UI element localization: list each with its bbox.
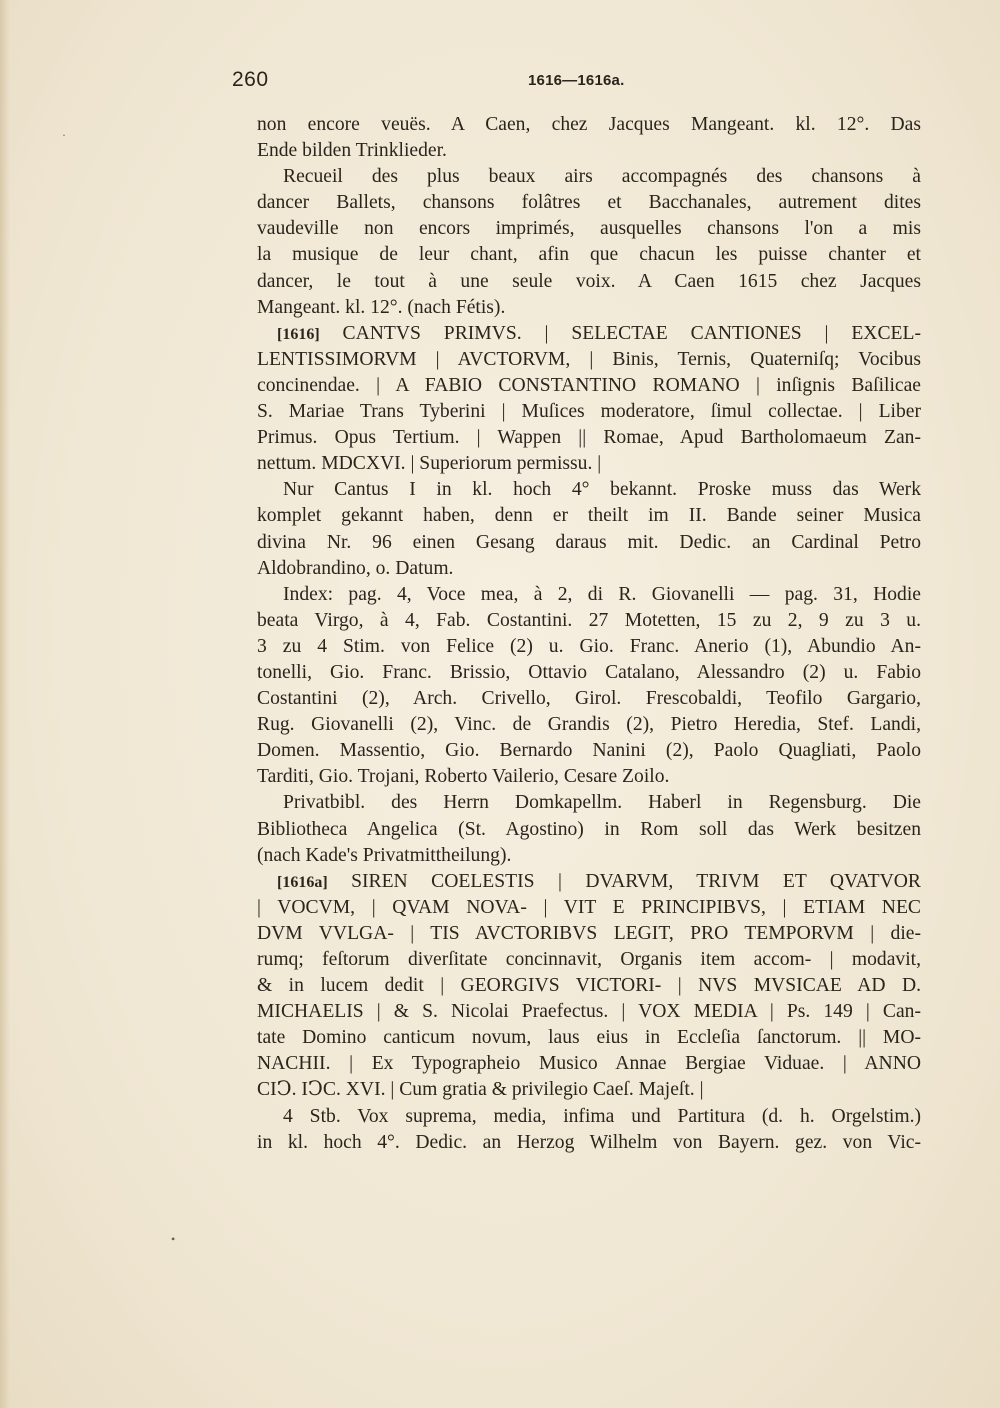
text-line: Rug. Giovanelli (2), Vinc. de Grandis (2), Pietro Heredia, Stef. Landi, (257, 714, 921, 736)
page-edge-shadow (0, 0, 10, 1408)
text-line: la musique de leur chant, afin que chacun les puisse chanter et (257, 244, 921, 266)
text-line: Primus. Opus Tertium. | Wappen || Romae, Apud Bartholomaeum Zan- (257, 427, 921, 449)
text-line: Aldobrandino, o. Datum. (257, 557, 454, 579)
text-line: in kl. hoch 4°. Dedic. an Herzog Wilhelm von Bayern. gez. von Vic- (257, 1131, 921, 1153)
text-line: & in lucem dedit | GEORGIVS VICTORI- | NVS MVSICAE AD D. (257, 975, 921, 997)
text-line: Mangeant. kl. 12°. (nach Fétis). (257, 296, 506, 318)
text-line: beata Virgo, à 4, Fab. Costantini. 27 Motetten, 15 zu 2, 9 zu 3 u. (257, 609, 921, 631)
text-line: tate Domino canticum novum, laus eius in Eccleſia ſanctorum. || MO- (257, 1027, 921, 1049)
text-line: non encore veuës. A Caen, chez Jacques Mangeant. kl. 12°. Das (257, 114, 921, 135)
entry-heading-line: [1616] CANTVS PRIMVS. | SELECTAE CANTIONES | EXCEL- (277, 322, 921, 344)
text-line: S. Mariae Trans Tyberini | Muſices moderatore, ſimul collectae. | Liber (257, 401, 921, 423)
running-head: 1616—1616a. (528, 72, 625, 89)
text-line: Tarditi, Gio. Trojani, Roberto Vailerio, Cesare Zoilo. (257, 766, 670, 788)
entry-heading-line: [1616a] SIREN COELESTIS | DVARVM, TRIVM ET QVATVOR (277, 870, 921, 892)
text-line: Recueil des plus beaux airs accompagnés des chansons à (283, 166, 921, 188)
text-line: Bibliotheca Angelica (St. Agostino) in Rom soll das Werk besitzen (257, 818, 921, 840)
text-line: 4 Stb. Vox suprema, media, infima und Partitura (d. h. Orgelstim.) (283, 1105, 921, 1127)
text-line: MICHAELIS | & S. Nicolai Praefectus. | VOX MEDIA | Ps. 149 | Can- (257, 1001, 921, 1023)
text-line: Privatbibl. des Herrn Domkapellm. Haberl in Regensburg. Die (283, 792, 921, 814)
text-line: tonelli, Gio. Franc. Brissio, Ottavio Catalano, Alessandro (2) u. Fabio (257, 661, 921, 683)
text-line: nettum. MDCXVI. | Superiorum permissu. | (257, 453, 602, 475)
text-line: rumq; feſtorum diverſitate concinnavit, Organis item accom- | modavit, (257, 949, 921, 970)
text-line: Ende bilden Trinklieder. (257, 140, 447, 162)
text-line: vaudeville non encors imprimés, ausquelles chansons l'on a mis (257, 218, 921, 240)
text-line: NACHII. | Ex Typographeio Musico Annae Bergiae Viduae. | ANNO (257, 1053, 921, 1075)
text-line: dancer Ballets, chansons folâtres et Bacchanales, autrement dites (257, 192, 921, 214)
text-line: Costantini (2), Arch. Crivello, Girol. Frescobaldi, Teofilo Gargario, (257, 688, 921, 710)
text-line: komplet gekannt haben, denn er theilt im II. Bande seiner Musica (257, 505, 921, 527)
text-line: 3 zu 4 Stim. von Felice (2) u. Gio. Franc. Anerio (1), Abundio An- (257, 635, 921, 657)
body-text (257, 112, 921, 1156)
text-line: CIↃ. IↃC. XVI. | Cum gratia & privilegio Caeſ. Majeſt. | (257, 1079, 704, 1101)
entry-number: [1616] (277, 325, 320, 343)
text-line: concinendae. | A FABIO CONSTANTINO ROMANO | inſignis Baſilicae (257, 374, 921, 396)
text-line: DVM VVLGA- | TIS AVCTORIBVS LEGIT, PRO TEMPORVM | die- (257, 922, 921, 944)
margin-speck: · (62, 128, 66, 142)
text-line: Index: pag. 4, Voce mea, à 2, di R. Giovanelli — pag. 31, Hodie (283, 583, 921, 605)
text-line: divina Nr. 96 einen Gesang daraus mit. Dedic. an Cardinal Petro (257, 531, 921, 553)
page-number: 260 (232, 68, 269, 91)
text-line: dancer, le tout à une seule voix. A Caen 1615 chez Jacques (257, 270, 921, 292)
text-line: LENTISSIMORVM | AVCTORVM, | Binis, Ternis, Quaterniſq; Vocibus (257, 348, 921, 370)
text-line: Nur Cantus I in kl. hoch 4° bekannt. Proske muss das Werk (283, 479, 921, 501)
text-line: Domen. Massentio, Gio. Bernardo Nanini (2), Paolo Quagliati, Paolo (257, 740, 921, 762)
margin-speck: • (171, 1232, 176, 1246)
page-header (232, 66, 782, 100)
entry-number: [1616a] (277, 873, 328, 891)
text-line: (nach Kade's Privatmittheilung). (257, 844, 512, 866)
text-line: | VOCVM, | QVAM NOVA- | VIT E PRINCIPIBVS, | ETIAM NEC (257, 896, 921, 918)
